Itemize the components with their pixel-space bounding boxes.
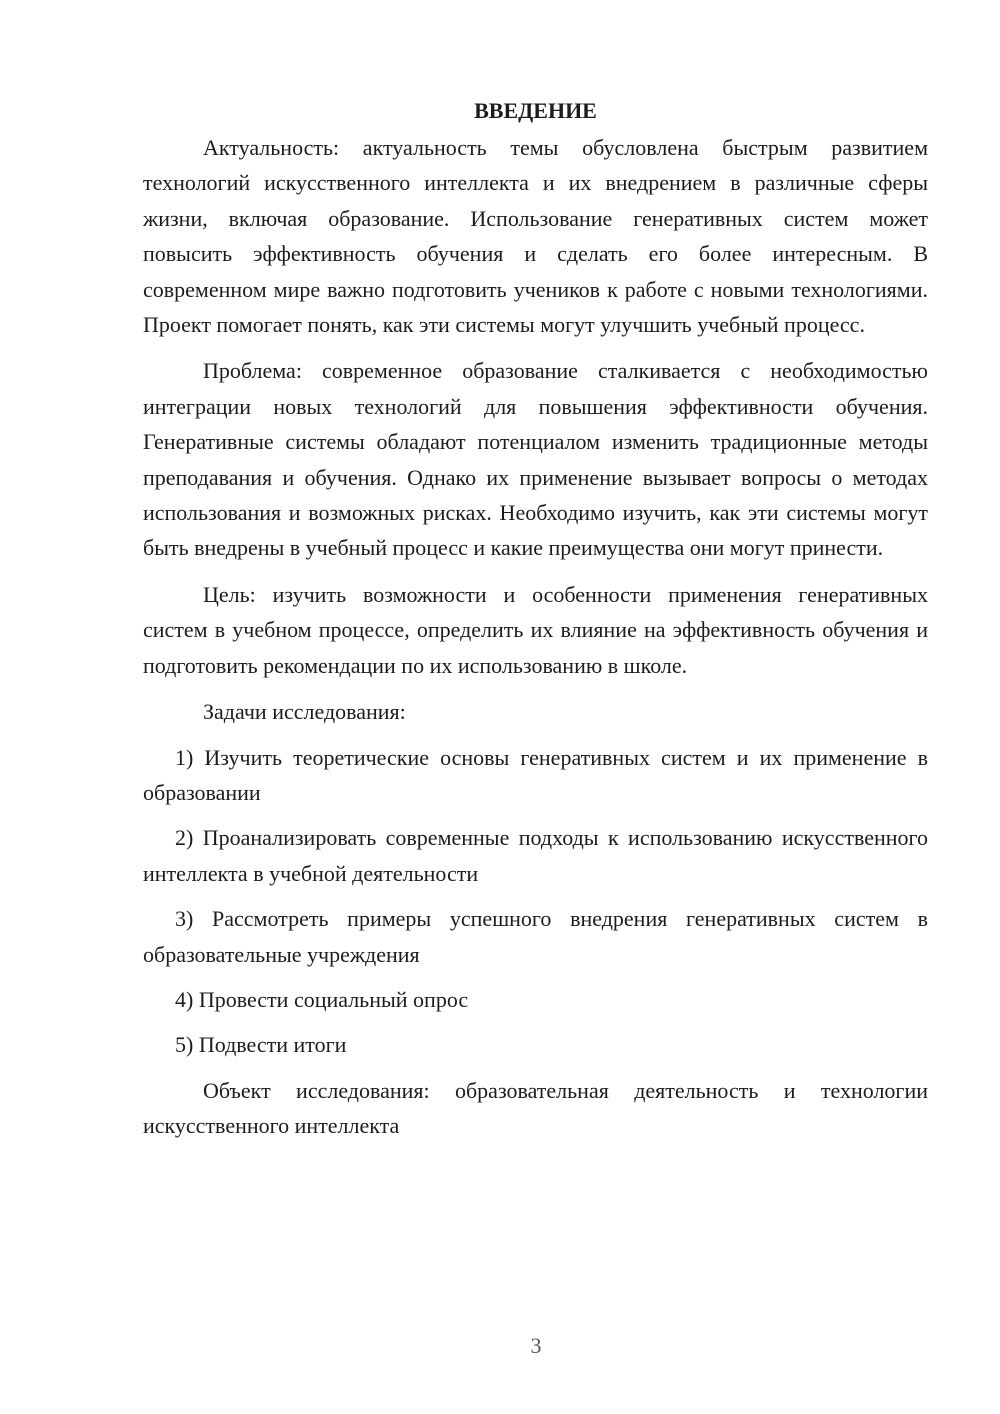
task-item: 3) Рассмотреть примеры успешного внедрения генеративных систем в образовательные учреждения	[143, 906, 928, 967]
page-number: 3	[530, 1333, 542, 1358]
object-paragraph: Объект исследования: образовательная деятельность и технологии искусственного интеллекта	[143, 1077, 928, 1139]
relevance-paragraph: Актуальность: актуальность темы обусловлена быстрым развитием технологий искусственного интеллекта и их внедрением в различные сферы жизни, включая образование. Использование генеративных систем может повысить эффективность обучения и сделать его более интересным. В современном мире важно подготовить учеников к работе с новыми технологиями. Проект помогает понять, как эти системы могут улучшить учебный процесс.	[143, 135, 928, 338]
document-page	[143, 92, 928, 1155]
task-item: 4) Провести социальный опрос	[175, 986, 469, 1012]
goal-paragraph: Цель: изучить возможности и особенности применения генеративных систем в учебном процессе, определить их влияние на эффективность обучения и подготовить рекомендации по их использованию в школе.	[143, 581, 928, 678]
section-heading: ВВЕДЕНИЕ	[474, 98, 597, 123]
tasks-label: Задачи исследования:	[203, 699, 406, 725]
task-item: 2) Проанализировать современные подходы к использованию искусственного интеллекта в учебной деятельности	[143, 825, 928, 886]
task-item: 1) Изучить теоретические основы генеративных систем и их применение в образовании	[143, 744, 928, 805]
problem-paragraph: Проблема: современное образование сталкивается с необходимостью интеграции новых технологий для повышения эффективности обучения. Генеративные системы обладают потенциалом изменить традиционные методы преподавания и обучения. Однако их применение вызывает вопросы о методах использования и возможных рисках. Необходимо изучить, как эти системы могут быть внедрены в учебный процесс и какие преимущества они могут принести.	[143, 358, 928, 561]
task-item: 5) Подвести итоги	[175, 1032, 347, 1058]
